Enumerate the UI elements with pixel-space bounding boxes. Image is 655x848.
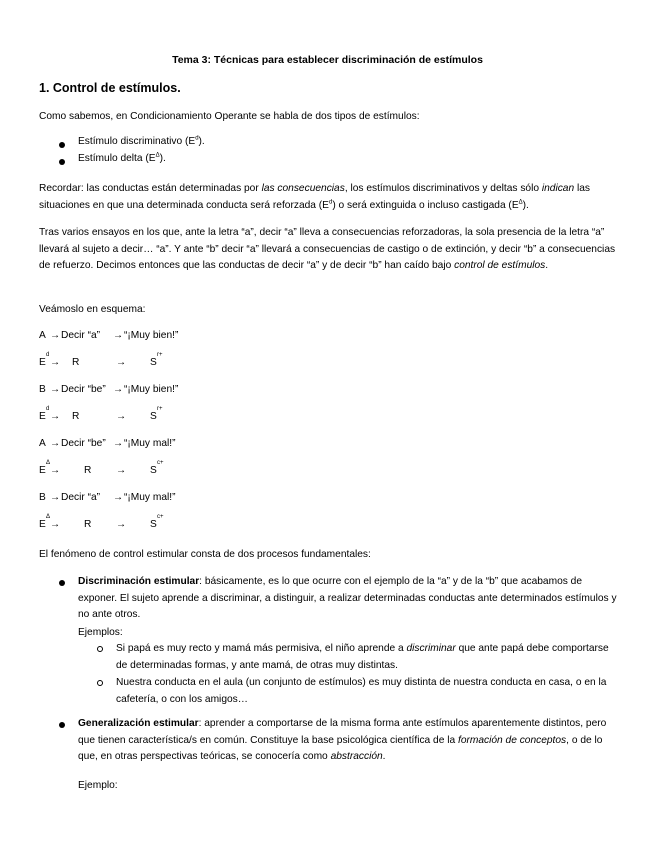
esquema-label: Veámoslo en esquema: bbox=[39, 304, 146, 315]
arrow-icon: → bbox=[50, 438, 61, 449]
arrow-icon: → bbox=[113, 330, 124, 341]
schema-col-3: S bbox=[150, 519, 157, 530]
fenomeno-paragraph: El fenómeno de control estimular consta de dos procesos fundamentales: bbox=[39, 549, 371, 560]
text-run: que ante papá debe comportarse de determinadas formas, y ante mamá, de otras muy distintas. bbox=[116, 643, 609, 671]
schema-col-3: “¡Muy mal!” bbox=[124, 492, 176, 503]
schema-col-3: “¡Muy bien!” bbox=[124, 384, 179, 395]
section-heading: 1. Control de estímulos. bbox=[39, 81, 181, 95]
sup-run: Δ bbox=[518, 199, 523, 206]
term-heading: Discriminación estimular bbox=[78, 576, 200, 587]
schema-col-2: Decir “be” bbox=[61, 438, 106, 449]
schema-col-1: E bbox=[39, 357, 46, 368]
stim-end: ). bbox=[198, 136, 205, 147]
schema-col-1: E bbox=[39, 519, 46, 530]
text-run: Recordar: las conductas están determinadas por bbox=[39, 183, 262, 194]
schema-col-1: A bbox=[39, 438, 46, 449]
schema-col-2: R bbox=[84, 465, 92, 476]
circle-bullet-icon bbox=[97, 680, 103, 686]
recordar-paragraph bbox=[39, 181, 619, 214]
arrow-icon: → bbox=[50, 357, 61, 368]
schema-col-2: R bbox=[84, 519, 92, 530]
arrow-icon: → bbox=[50, 465, 61, 476]
text-run: . bbox=[545, 260, 549, 271]
schema-col-2: R bbox=[72, 357, 80, 368]
text-run: ) o será extinguida o incluso castigada (E bbox=[332, 199, 519, 211]
list-item bbox=[78, 153, 166, 164]
schema-col-3: S bbox=[150, 357, 157, 368]
text-run: las consecuencias bbox=[261, 183, 345, 194]
schema-col-3: S bbox=[150, 411, 157, 422]
stim-label: Estímulo delta (E bbox=[78, 153, 156, 164]
text-run: Si papá es muy recto y mamá más permisiva, el niño aprende a bbox=[116, 643, 407, 654]
bullet-icon bbox=[59, 159, 65, 165]
text-run: formación de conceptos bbox=[457, 734, 567, 746]
text-run: las situaciones en que una determinada conducta será reforzada (E bbox=[39, 183, 590, 211]
text-run: : básicamente, es lo que ocurre con el ejemplo de la “a” y de la “b” que acabamos de exponer. El sujeto aprende a discriminar, a distinguir, a realizar determinadas conductas ante determinados estímulos y no ante otros. bbox=[78, 576, 617, 620]
text-run: Tras varios ensayos en los que, ante la letra “a”, decir “a” lleva a consecuencias reforzadoras, la sola presencia de la letra “a” llevará al sujeto a decir… “a”. Y ante “b” decir “a” llevará a consecuencias de castigo o de extinción, y decir “b” a consecuencias de refuerzo. Decimos entonces que las conductas de decir “a” y de decir “b” han caído bajo bbox=[39, 227, 616, 271]
example-item bbox=[116, 641, 616, 674]
arrow-icon: → bbox=[116, 411, 127, 422]
stim-label: Estímulo discriminativo (E bbox=[78, 136, 196, 147]
arrow-icon: → bbox=[113, 438, 124, 449]
schema-col-1: A bbox=[39, 330, 46, 341]
page-title: Tema 3: Técnicas para establecer discriminación de estímulos bbox=[172, 54, 483, 66]
intro-paragraph: Como sabemos, en Condicionamiento Operante se habla de dos tipos de estímulos: bbox=[39, 111, 420, 122]
bullet-icon bbox=[59, 722, 65, 728]
arrow-icon: → bbox=[116, 519, 127, 530]
tras-paragraph bbox=[39, 225, 619, 275]
schema-col-2: R bbox=[72, 411, 80, 422]
arrow-icon: → bbox=[50, 492, 61, 503]
ejemplos-label: Ejemplos: bbox=[78, 627, 123, 638]
text-run: control de estímulos bbox=[454, 260, 546, 271]
text-run: : aprender a comportarse de la misma forma ante estímulos aparentemente distintos, pero que tienen característica/s en común. Constituye la base psicológica científica de la bbox=[78, 718, 607, 746]
generalization-item bbox=[78, 716, 618, 766]
text-run: ). bbox=[522, 199, 529, 211]
text-run: , los estímulos discriminativos y deltas sólo bbox=[344, 183, 542, 194]
circle-bullet-icon bbox=[97, 646, 103, 652]
bullet-icon bbox=[59, 580, 65, 586]
sup-run: d bbox=[328, 199, 333, 206]
text-run: abstracción bbox=[330, 751, 383, 762]
arrow-icon: → bbox=[50, 411, 61, 422]
ejemplo-label: Ejemplo: bbox=[78, 780, 118, 791]
stim-end: ). bbox=[159, 153, 166, 164]
list-item bbox=[78, 136, 205, 147]
schema-col-1: B bbox=[39, 384, 46, 395]
example-item: Nuestra conducta en el aula (un conjunto de estímulos) es muy distinta de nuestra conducta en casa, o en la cafetería, o con los amigos… bbox=[116, 677, 607, 705]
arrow-icon: → bbox=[50, 384, 61, 395]
arrow-icon: → bbox=[50, 330, 61, 341]
schema-col-3: S bbox=[150, 465, 157, 476]
arrow-icon: → bbox=[113, 492, 124, 503]
schema-col-2: Decir “a” bbox=[61, 330, 101, 341]
schema-col-3: “¡Muy mal!” bbox=[124, 438, 176, 449]
arrow-icon: → bbox=[116, 465, 127, 476]
discrimination-item bbox=[78, 574, 618, 624]
schema-col-3: “¡Muy bien!” bbox=[124, 330, 179, 341]
text-run: , o de lo que, en otras perspectivas teóricas, se conocería como bbox=[78, 734, 603, 762]
document-page: Tema 3: Técnicas para establecer discriminación de estímulos 1. Control de estímulos. Como sabemos, en Condicionamiento Operante se habla de dos tipos de estímulos: Estímulo discriminativo $(E^d)$. Estímulo delta $(E^\Delta)$. Recordar: las conductas están determinadas por las consecuencias, los estímulos discriminativos y deltas sólo indican las situaciones en que una determinada conducta será reforzada $(E^d)$ o será extinguida o incluso castigada $(E^\Delta)$. Tras varios ensayos en los que, ante la letra “a”, decir “a” lleva a consecuencias reforzadoras, la sola presencia de la letra “a” llevará al sujeto a decir… “a”. Y ante “b” decir “a” llevará a consecuencias de castigo o de extinción, y decir “b” a consecuencias de refuerzo. Decimos entonces que las conductas de decir “a” y de decir “b” han caído bajo control de estímulos. Veámoslo en esquema: A → Decir “a” → “¡Muy bien!” E d → R → S r+ B → Decir “be” → “¡Muy bien!” E d → R → S r+ A → Decir “be” → “¡Muy mal!” E Δ → R → S c+ B → Decir “a” → “¡Muy mal!” E Δ → R → S c+ El fenómeno de control estimular consta de dos procesos fundamentales: Discriminación estimular: básicamente, es lo que ocurre con el ejemplo de la “a” y de la “b” que acabamos de exponer. El sujeto aprende a discriminar, a distinguir, a realizar determinadas conductas ante determinados estímulos y no ante otros. Ejemplos: Si papá es muy recto y mamá más permisiva, el niño aprende a discriminar que ante papá debe comportarse de determinadas formas, y ante mamá, de otras muy distintas. Nuestra conducta en el aula (un conjunto de estímulos) es muy distinta de nuestra conducta en casa, o en la cafetería, o con los amigos… Generalización estimular: aprender a comportarse de la misma forma ante estímulos aparentemente distintos, pero que tienen característica/s en común. Constituye la base psicológica científica de la formación de conceptos, o de lo que, en otras perspectivas teóricas, se conocería como abstracción. Ejemplo: bbox=[0, 0, 655, 848]
schema-col-1: E bbox=[39, 465, 46, 476]
schema-col-1: E bbox=[39, 411, 46, 422]
term-heading: Generalización estimular bbox=[78, 718, 199, 729]
text-run: . bbox=[382, 751, 386, 762]
text-run: discriminar bbox=[406, 643, 456, 654]
stim-sup: d bbox=[195, 135, 199, 142]
schema-col-2: Decir “a” bbox=[61, 492, 101, 503]
schema-col-2: Decir “be” bbox=[61, 384, 106, 395]
arrow-icon: → bbox=[116, 357, 127, 368]
stim-sup: Δ bbox=[155, 152, 160, 159]
schema-col-1: B bbox=[39, 492, 46, 503]
text-run: indican bbox=[541, 183, 575, 194]
arrow-icon: → bbox=[113, 384, 124, 395]
bullet-icon bbox=[59, 142, 65, 148]
arrow-icon: → bbox=[50, 519, 61, 530]
